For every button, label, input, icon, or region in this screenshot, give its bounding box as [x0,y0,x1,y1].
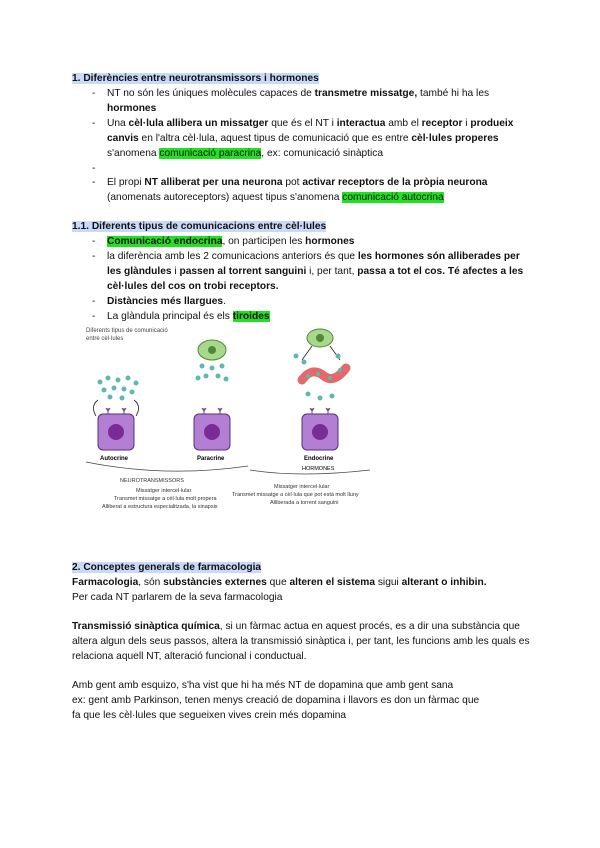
cell-label: Paracrine [197,456,225,462]
svg-text:Alliberada a torrent sanguini: Alliberada a torrent sanguini [270,500,339,506]
highlight-endocrina: Comunicació endocrina [107,236,223,247]
cell-label: Autocrine [100,456,129,462]
list-item: - Una cèl·lula allibera un missatger que és el NT i interactua amb el receptor i produeix canvis en l'altra cèl·lula, aquest tipus de comunicació que es entre cèl·lules properes s'anomena comunicació paracrina, ex: comunicació sinàptica [72,116,532,161]
svg-text:Diferents tipus de comunicació: Diferents tipus de comunicació [86,328,168,334]
section-1-1-list [72,234,532,324]
highlight-paracrina: comunicació paracrina [159,148,262,159]
cell-label: Endocrine [304,456,334,462]
list-item: - la diferència amb les 2 comunicacions anteriors és que les hormones són alliberades per les glàndules i passen al torrent sanguini i, per tant, passa a tot el cos. Té afectes a les cèl·lules del cos on trobi receptors. [72,249,532,294]
svg-text:Missatger intercel·lular: Missatger intercel·lular [274,484,330,490]
hormones-label: HORMONES [302,466,335,472]
autocrine-cell [93,376,138,463]
svg-text:Transmet missatge a cèl·lula m: Transmet missatge a cèl·lula molt propera [114,496,217,502]
list-item: - NT no són les úniques molècules capaces de transmetre missatge, també hi ha les hormones [72,86,532,116]
transmissio-paragraph: Transmissió sinàptica química, si un fàrmac actua en aquest procés, es a dir una substància que altera algun dels seus passos, altera la transmissió sinàptica i, per tant, les funcions amb les quals es relaciona aquell NT, alteració funcional i conductual. [72,621,530,662]
paracrine-cell [194,340,230,462]
section-1-1-heading: 1.1. Diferents tipus de comunicacions entre cèl·lules [72,221,327,232]
figure-caption [86,328,168,342]
section-1-1 [72,219,532,324]
section-1-list [72,86,532,205]
hormone-description [232,484,359,506]
svg-text:Missatger intercel·lular: Missatger intercel·lular [136,488,192,494]
farmacologia-paragraph: Farmacologia, són substàncies externes que alteren el sistema sigui alterant o inhibin. [72,577,487,588]
svg-text:entre cèl·lules: entre cèl·lules [86,336,124,342]
svg-text:Alliberat a estructura especia: Alliberat a estructura especialitzada, la sinapsis [102,504,218,510]
list-item: - El propi NT alliberat per una neurona pot activar receptors de la pròpia neurona (anomenats autoreceptors) aquest tipus s'anomena comunicació autocrina [72,175,532,205]
list-item: - Comunicació endocrina, on participen les hormones [72,234,532,249]
list-item: - La glàndula principal és els tiroides [72,309,532,324]
endocrine-cell [294,329,347,472]
section-1-heading: 1. Diferències entre neurotransmissors i hormones [72,73,319,84]
svg-text:NEUROTRANSMISSORS: NEUROTRANSMISSORS [120,478,184,484]
section-2-heading: 2. Conceptes generals de farmacologia [72,562,262,573]
list-item: - Distàncies més llargues. [72,294,532,309]
highlight-autocrina: comunicació autocrina [342,192,444,203]
farmacologia-note: Per cada NT parlarem de la seva farmacologia [72,592,283,603]
svg-text:Transmet missatge a cèl·lula q: Transmet missatge a cèl·lula que pot està molt lluny [232,492,359,498]
dopamina-paragraph: Amb gent amb esquizo, s'ha vist que hi ha més NT de dopamina que amb gent sana ex: gent amb Parkinson, tenen menys creació de dopamina i llavors es don un fàrmac que fa que les cèl·lules que segueixen vives crein més dopamina [72,680,480,721]
section-2 [72,560,532,723]
nt-description [102,478,218,510]
highlight-tiroides: tiroides [232,311,270,322]
communication-figure [80,320,380,530]
section-1 [72,71,532,205]
